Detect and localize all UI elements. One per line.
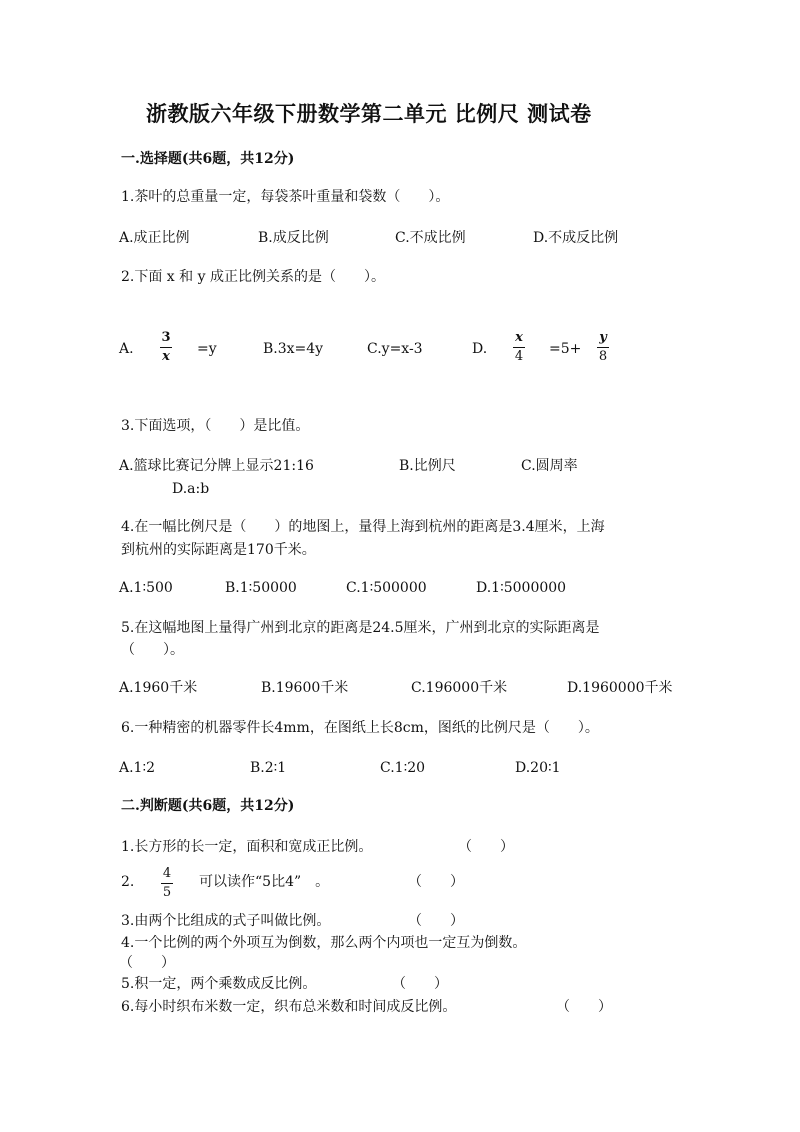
q3-option-d[interactable]: D.a:b (172, 481, 210, 497)
judgement-1: 1.长方形的长一定，面积和宽成正比例。 (121, 839, 373, 855)
q2-option-c[interactable]: C.y=x-3 (367, 341, 423, 357)
fraction-denominator: 4 (514, 349, 524, 364)
fraction-denominator: 8 (598, 349, 608, 364)
question-4-stem-line1: 4.在一幅比例尺是（ ）的地图上，量得上海到杭州的距离是3.4厘米，上海 (121, 519, 605, 535)
judgement-2-answer-blank[interactable]: （ ） (408, 874, 464, 890)
q3-option-b[interactable]: B.比例尺 (399, 458, 456, 474)
question-4-stem-line2: 到杭州的实际距离是170千米。 (121, 542, 316, 558)
question-3-stem: 3.下面选项，（ ）是比值。 (121, 418, 310, 434)
question-1-stem: 1.茶叶的总重量一定，每袋茶叶重量和袋数（ ）。 (121, 189, 450, 205)
q3-option-a[interactable]: A.篮球比赛记分牌上显示21:16 (119, 458, 314, 474)
fraction-bar (597, 347, 609, 348)
question-2-stem: 2.下面 x 和 y 成正比例关系的是（ ）。 (121, 269, 385, 285)
judgement-5: 5.积一定，两个乘数成反比例。 (121, 976, 317, 992)
section-heading-judgement: 二.判断题(共6题，共12分) (121, 798, 295, 814)
q4-option-c[interactable]: C.1∶500000 (346, 580, 427, 596)
judgement-1-answer-blank[interactable]: （ ） (458, 839, 514, 855)
q6-option-a[interactable]: A.1∶2 (119, 760, 156, 776)
question-5-stem-line2: （ ）。 (121, 642, 184, 658)
section-heading-choice: 一.选择题(共6题，共12分) (121, 151, 295, 167)
q1-option-a[interactable]: A.成正比例 (119, 230, 190, 246)
judgement-3: 3.由两个比组成的式子叫做比例。 (121, 913, 331, 929)
q5-option-c[interactable]: C.196000千米 (411, 680, 508, 696)
q4-option-a[interactable]: A.1∶500 (119, 580, 173, 596)
q2-option-d-fraction-1 (513, 330, 525, 365)
judgement-6: 6.每小时织布米数一定，织布总米数和时间成反比例。 (121, 999, 457, 1015)
judgement-6-answer-blank[interactable]: （ ） (556, 999, 612, 1015)
judgement-2-fraction (161, 866, 173, 901)
q6-option-b[interactable]: B.2∶1 (250, 760, 287, 776)
q6-option-d[interactable]: D.20∶1 (515, 760, 561, 776)
q1-option-c[interactable]: C.不成比例 (395, 230, 466, 246)
q5-option-b[interactable]: B.19600千米 (261, 680, 349, 696)
q3-option-c[interactable]: C.圆周率 (521, 458, 578, 474)
judgement-2: 可以读作“5比4” 。 (199, 874, 330, 890)
q2-option-b[interactable]: B.3x=4y (263, 341, 324, 357)
q2-option-a-fraction (160, 330, 172, 365)
q6-option-c[interactable]: C.1∶20 (380, 760, 426, 776)
q5-option-d[interactable]: D.1960000千米 (567, 680, 673, 696)
judgement-4-answer-blank[interactable]: （ ） (119, 955, 175, 971)
page-title: 浙教版六年级下册数学第二单元 比例尺 测试卷 (146, 101, 592, 126)
q2-option-a-tail: =y (197, 341, 217, 357)
q4-option-d[interactable]: D.1∶5000000 (476, 580, 567, 596)
judgement-5-answer-blank[interactable]: （ ） (392, 976, 448, 992)
fraction-bar (160, 347, 172, 348)
q5-option-a[interactable]: A.1960千米 (119, 680, 198, 696)
fraction-bar (513, 347, 525, 348)
q1-option-d[interactable]: D.不成反比例 (533, 230, 619, 246)
fraction-numerator: y (599, 330, 607, 345)
fraction-denominator: x (162, 349, 170, 364)
fraction-numerator: 4 (162, 866, 172, 881)
question-5-stem-line1: 5.在这幅地图上量得广州到北京的距离是24.5厘米，广州到北京的实际距离是 (121, 620, 600, 636)
fraction-denominator: 5 (162, 885, 172, 900)
question-6-stem: 6.一种精密的机器零件长4mm，在图纸上长8cm，图纸的比例尺是（ ）。 (121, 720, 599, 736)
judgement-4: 4.一个比例的两个外项互为倒数，那么两个内项也一定互为倒数。 (121, 935, 527, 951)
fraction-numerator: 3 (161, 330, 171, 345)
q2-option-d-mid: =5+ (549, 341, 582, 357)
q2-option-a-label: A. (119, 341, 134, 357)
judgement-3-answer-blank[interactable]: （ ） (408, 913, 464, 929)
q2-option-d-fraction-2 (597, 330, 609, 365)
judgement-2-label: 2. (121, 874, 135, 890)
q2-option-d-label: D. (472, 341, 488, 357)
fraction-bar (161, 883, 173, 884)
q1-option-b[interactable]: B.成反比例 (258, 230, 329, 246)
q4-option-b[interactable]: B.1∶50000 (225, 580, 297, 596)
fraction-numerator: x (515, 330, 523, 345)
